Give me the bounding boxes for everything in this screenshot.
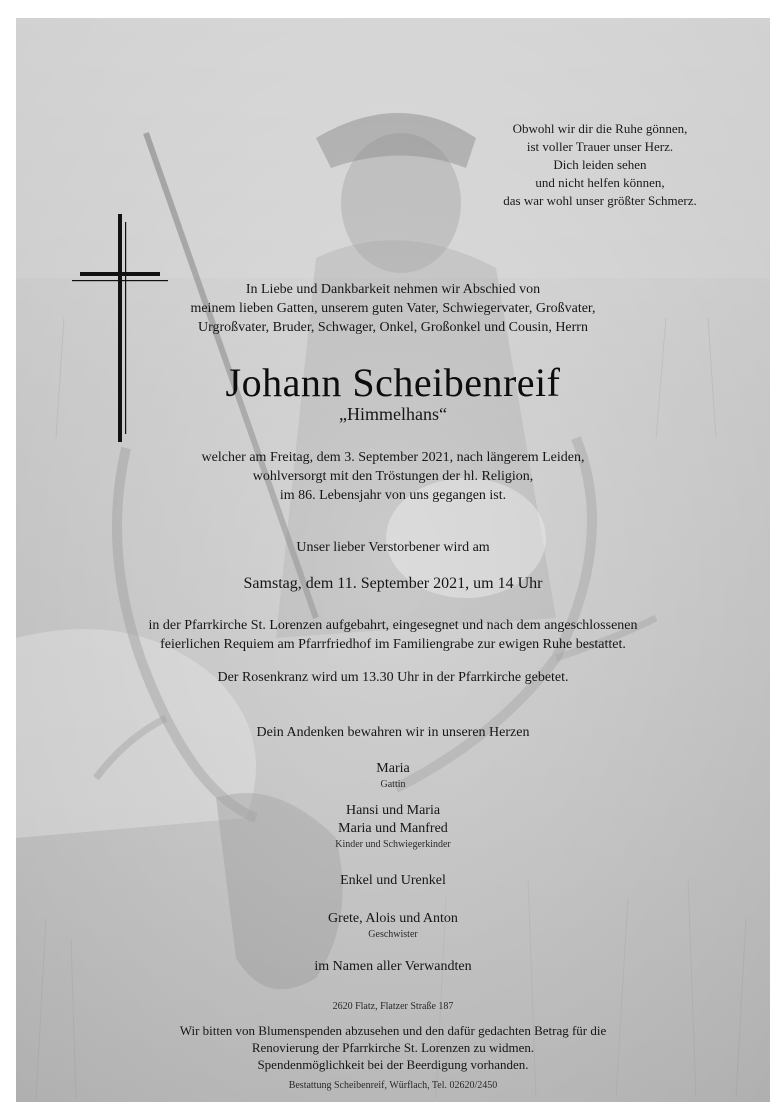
intro-line: Urgroßvater, Bruder, Schwager, Onkel, Großonkel und Cousin, Herrn xyxy=(198,320,588,335)
mourner-relation: Kinder und Schwiegerkinder xyxy=(335,839,451,850)
mourner-group-spouse xyxy=(16,760,770,792)
intro-line: In Liebe und Dankbarkeit nehmen wir Abschied von xyxy=(245,282,541,297)
request-line: Spendenmöglichkeit bei der Beerdigung vorhanden. xyxy=(257,1057,529,1072)
deceased-name: Johann Scheibenreif xyxy=(225,360,561,405)
obituary-sheet xyxy=(16,18,770,1102)
passing-line: welcher am Freitag, dem 3. September 2021, nach längerem Leiden, xyxy=(201,450,585,465)
poem-line: Dich leiden sehen xyxy=(553,157,647,172)
poem-line: Obwohl wir dir die Ruhe gönnen, xyxy=(512,121,688,136)
poem-line: das war wohl unser größter Schmerz. xyxy=(503,193,697,208)
mourner-group-relatives xyxy=(16,958,770,976)
undertaker-info: Bestattung Scheibenreif, Würflach, Tel. 02620/2450 xyxy=(288,1080,498,1091)
funeral-line: in der Pfarrkirche St. Lorenzen aufgebahrt, eingesegnet und nach dem angeschlossenen xyxy=(148,618,638,633)
intro-line: meinem lieben Gatten, unserem guten Vater, Schwiegervater, Großvater, xyxy=(190,301,596,316)
passing-text xyxy=(16,448,770,505)
mourner-names: Maria und Manfred xyxy=(338,821,448,836)
mourner-names: Hansi und Maria xyxy=(345,803,441,818)
poem-verse xyxy=(470,120,730,210)
mourner-group-siblings xyxy=(16,910,770,942)
family-address: 2620 Flatz, Flatzer Straße 187 xyxy=(332,1001,454,1012)
mourner-names: Enkel und Urenkel xyxy=(340,873,446,888)
request-line: Wir bitten von Blumenspenden abzusehen und den dafür gedachten Betrag für die xyxy=(179,1023,607,1038)
funeral-line: feierlichen Requiem am Pfarrfriedhof im Familiengrabe zur ewigen Ruhe bestattet. xyxy=(160,637,626,652)
request-line: Renovierung der Pfarrkirche St. Lorenzen zu widmen. xyxy=(251,1040,535,1055)
passing-line: wohlversorgt mit den Tröstungen der hl. Religion, xyxy=(252,469,534,484)
passing-line: im 86. Lebensjahr von uns gegangen ist. xyxy=(279,488,507,503)
funeral-text xyxy=(16,616,770,654)
mourner-group-grandchildren xyxy=(16,872,770,890)
poem-line: und nicht helfen können, xyxy=(535,175,665,190)
announce-text: Unser lieber Verstorbener wird am xyxy=(296,540,490,555)
mourner-names: Maria xyxy=(376,761,410,776)
deceased-nickname: „Himmelhans“ xyxy=(339,404,447,424)
funeral-date: Samstag, dem 11. September 2021, um 14 Uhr xyxy=(243,575,543,592)
poem-line: ist voller Trauer unser Herz. xyxy=(526,139,674,154)
intro-text xyxy=(16,280,770,337)
remember-text: Dein Andenken bewahren wir in unseren Herzen xyxy=(256,725,530,740)
mourner-names: im Namen aller Verwandten xyxy=(314,959,472,974)
mourner-names: Grete, Alois und Anton xyxy=(328,911,458,926)
mourner-relation: Geschwister xyxy=(368,929,418,940)
mourner-relation: Gattin xyxy=(380,779,406,790)
rosary-text: Der Rosenkranz wird um 13.30 Uhr in der Pfarrkirche gebetet. xyxy=(217,670,569,685)
mourner-group-children xyxy=(16,802,770,852)
donation-request xyxy=(16,1022,770,1073)
